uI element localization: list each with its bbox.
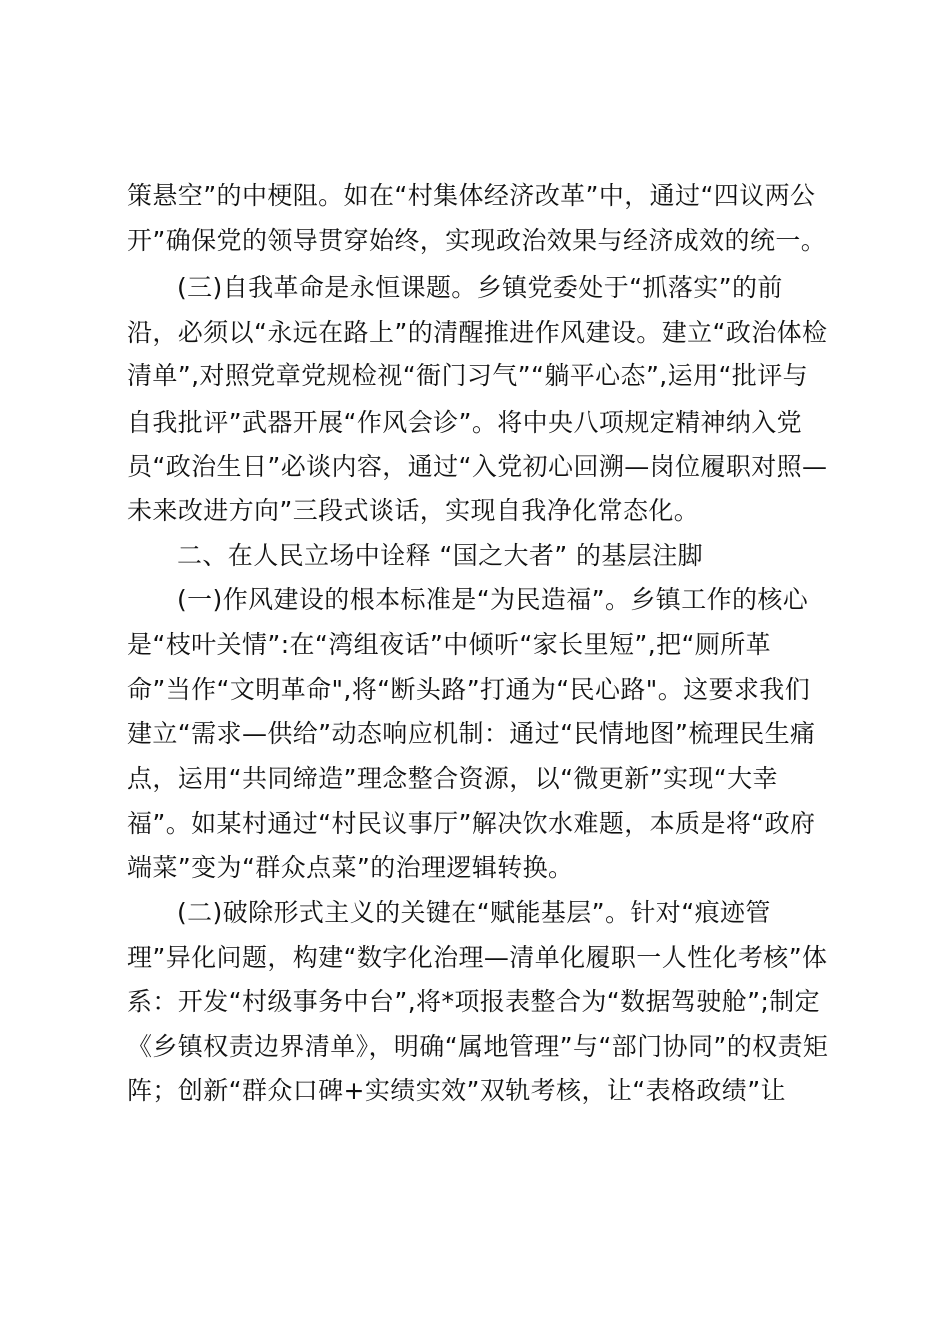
text-line: 阵；创新“群众口碑+实绩实效”双轨考核，让“表格政绩”让 — [127, 1076, 786, 1105]
text-line: 清单”,对照党章党规检视“衙门习气”“躺平心态”,运用“批评与 — [127, 361, 809, 390]
text-line: 建立“需求—供给”动态响应机制：通过“民情地图”梳理民生痛 — [127, 719, 816, 748]
text-line: 未来改进方向”三段式谈话，实现自我净化常态化。 — [127, 496, 700, 525]
text-line: 命”当作“文明革命",将“断头路”打通为“民心路"。这要求我们 — [127, 675, 811, 704]
text-line: 《乡镇权责边界清单》，明确“属地管理”与“部门协同”的权责矩 — [127, 1032, 829, 1061]
text-line: 点，运用“共同缔造”理念整合资源，以“微更新”实现“大幸 — [127, 764, 778, 793]
text-line: (一)作风建设的根本标准是“为民造福”。乡镇工作的核心 — [177, 585, 809, 614]
text-line: 自我批评”武器开展“作风会诊”。将中央八项规定精神纳入党 — [127, 408, 803, 437]
text-line: 福”。如某村通过“村民议事厅”解决饮水难题，本质是将“政府 — [127, 809, 816, 838]
text-line: 开”确保党的领导贯穿始终，实现政治效果与经济成效的统一。 — [127, 226, 827, 255]
text-line: 员“政治生日”必谈内容，通过“入党初心回溯—岗位履职对照— — [127, 452, 828, 481]
text-line: 沿，必须以“永远在路上”的清醒推进作风建设。建立“政治体检 — [127, 318, 828, 347]
text-line: 理”异化问题，构建“数字化治理—清单化履职一人性化考核”体 — [127, 943, 828, 972]
text-line: 策悬空”的中梗阻。如在“村集体经济改革”中，通过“四议两公 — [127, 181, 816, 210]
text-line: 系：开发“村级事务中台”,将*项报表整合为“数据驾驶舱”;制定 — [127, 987, 821, 1016]
text-line: 端菜”变为“群众点菜”的治理逻辑转换。 — [127, 853, 574, 882]
text-line: 是“枝叶关情”:在“湾组夜话”中倾听“家长里短”,把“厕所革 — [127, 630, 772, 659]
text-line: (三)自我革命是永恒课题。乡镇党委处于“抓落实”的前 — [177, 273, 783, 302]
section-heading: 二、在人民立场中诠释 “国之大者” 的基层注脚 — [177, 541, 703, 570]
text-line: (二)破除形式主义的关键在“赋能基层”。针对“痕迹管 — [177, 898, 771, 927]
